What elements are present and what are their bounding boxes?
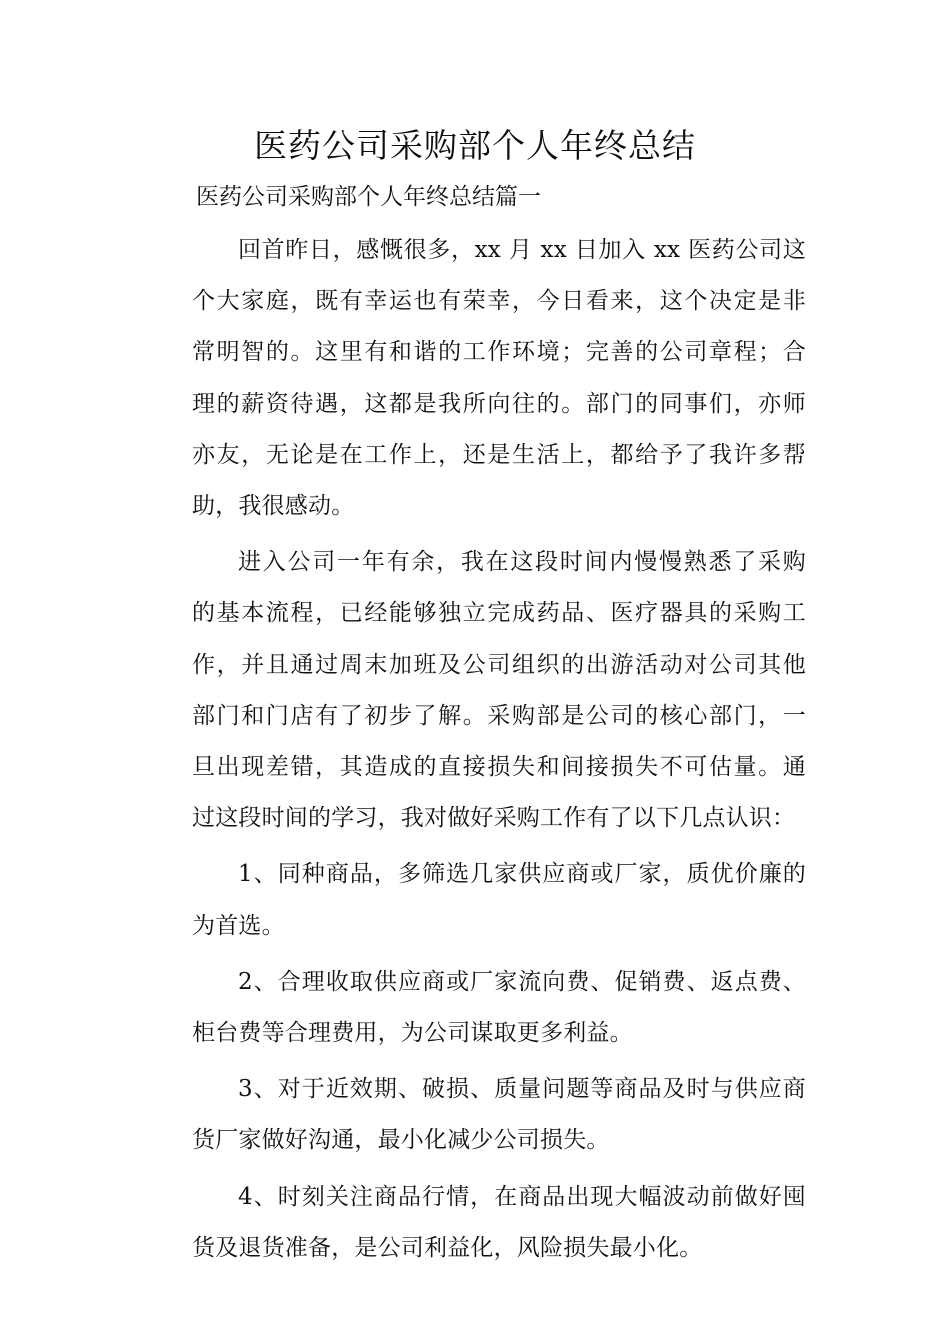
document-title: 医药公司采购部个人年终总结 [254,126,696,165]
paragraph-item-4 [146,1172,806,1274]
text-line: 进入公司一年有余，我在这段时间内慢慢熟悉了采购 [238,549,806,576]
paragraph-1 [146,225,806,532]
paragraph-item-2 [146,957,806,1059]
text-line: 4、时刻关注商品行情，在商品出现大幅波动前做好囤 [238,1183,806,1210]
text-line: 3、对于近效期、破损、质量问题等商品及时与供应商 [238,1076,806,1103]
text-line: 回首昨日，感慨很多，xx 月 xx 日加入 xx 医药公司这 [238,237,806,263]
text-line: 作，并且通过周末加班及公司组织的出游活动对公司其他 [192,651,806,678]
text-line: 助，我很感动。 [192,493,355,520]
text-line: 个大家庭，既有幸运也有荣幸，今日看来，这个决定是非 [192,288,806,315]
text-line: 的基本流程，已经能够独立完成药品、医疗器具的采购工 [192,600,806,627]
paragraph-2 [146,537,806,844]
text-line: 部门和门店有了初步了解。采购部是公司的核心部门，一 [192,702,806,729]
document-subtitle: 医药公司采购部个人年终总结篇一 [196,184,541,210]
text-line: 过这段时间的学习，我对做好采购工作有了以下几点认识： [192,805,796,832]
text-line: 货厂家做好沟通，最小化减少公司损失。 [192,1127,610,1154]
text-line: 为首选。 [192,912,285,939]
text-line: 货及退货准备，是公司利益化，风险损失最小化。 [192,1234,703,1261]
text-line: 柜台费等合理费用，为公司谋取更多利益。 [192,1020,633,1047]
text-line: 旦出现差错，其造成的直接损失和间接损失不可估量。通 [192,754,806,781]
paragraph-item-3 [146,1064,806,1166]
text-line: 亦友，无论是在工作上，还是生活上，都给予了我许多帮 [192,441,806,468]
text-line: 1、同种商品，多筛选几家供应商或厂家，质优价廉的 [238,861,806,888]
text-line: 2、合理收取供应商或厂家流向费、促销费、返点费、 [238,968,806,995]
document-body [146,225,806,1279]
text-line: 理的薪资待遇，这都是我所向往的。部门的同事们，亦师 [192,390,806,417]
text-line: 常明智的。这里有和谐的工作环境；完善的公司章程；合 [192,339,806,366]
paragraph-item-1 [146,849,806,951]
